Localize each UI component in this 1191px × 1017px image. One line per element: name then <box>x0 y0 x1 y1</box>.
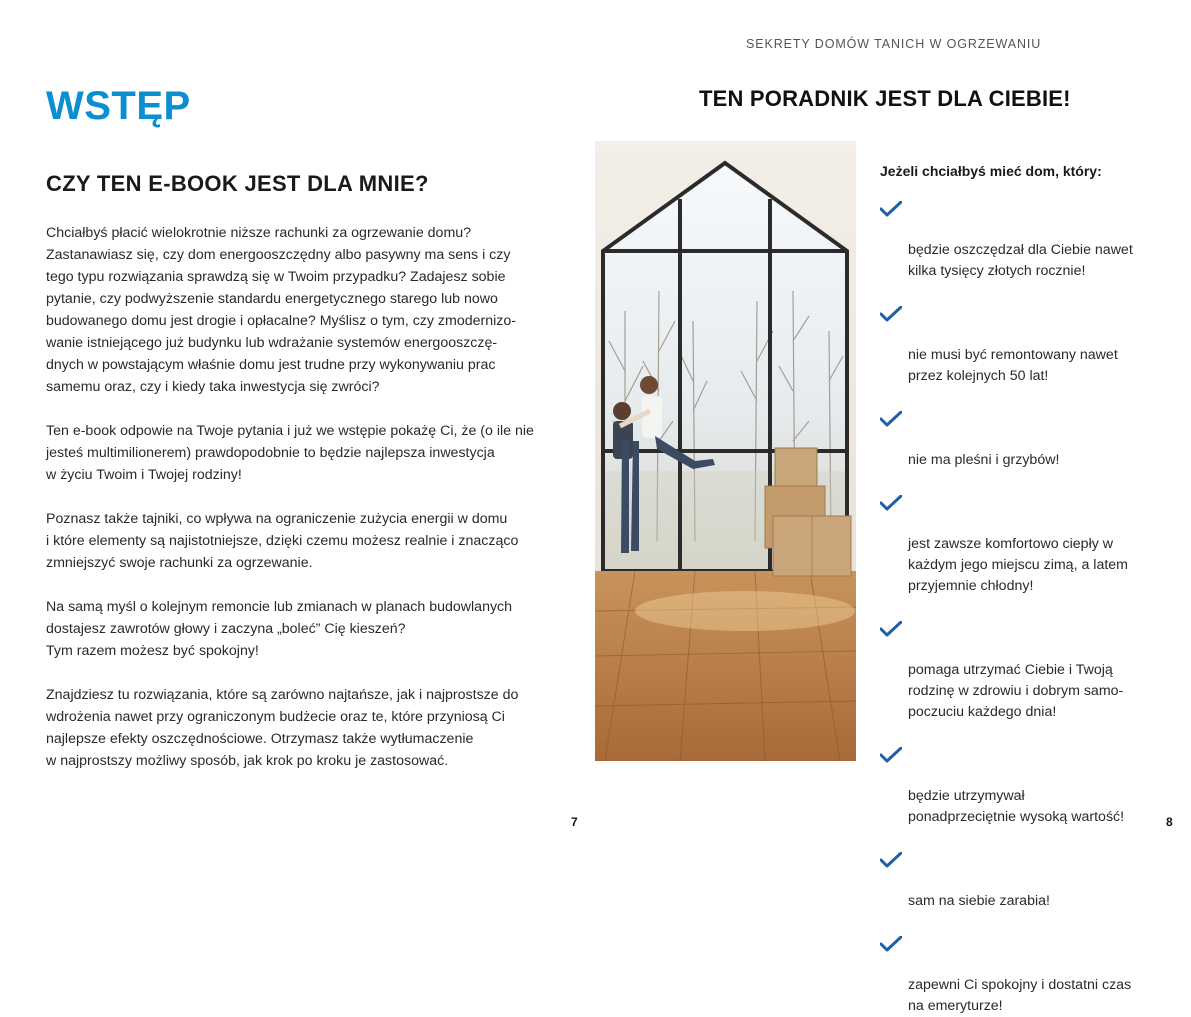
right-heading: TEN PORADNIK JEST DLA CIEBIE! <box>699 86 1071 111</box>
intro-body <box>46 222 566 794</box>
paragraph: Ten e-book odpowie na Twoje pytania i już we wstępie pokażę Ci, że (o ile nie jesteś multimilionerem) prawdopodobnie to będzie najlepsza inwestycja w życiu Twoim i Twojej rodziny! <box>46 423 534 483</box>
checkmark-icon <box>880 747 902 763</box>
checklist-item-text: zapewni Ci spokojny i dostatni czas na emeryturze! <box>908 977 1132 1014</box>
section-title: WSTĘP <box>46 84 191 128</box>
checkmark-icon <box>880 621 902 637</box>
page-number-right: 8 <box>1166 815 1173 829</box>
checklist-item-text: będzie utrzymywał ponadprzeciętnie wysoką wartość! <box>908 788 1125 825</box>
checklist-item <box>880 933 1155 1017</box>
running-header: SEKRETY DOMÓW TANICH W OGRZEWANIU <box>746 37 1042 51</box>
checkmark-icon <box>880 306 902 322</box>
page-number-left: 7 <box>571 815 578 829</box>
checklist-item-text: nie musi być remontowany nawet przez kolejnych 50 lat! <box>908 347 1118 384</box>
paragraph: Na samą myśl o kolejnym remoncie lub zmianach w planach budowlanych dostajesz zawrotów głowy i zaczyna „boleć” Cię kieszeń? Tym razem możesz być spokojny! <box>46 599 513 659</box>
checklist-title: Jeżeli chciałbyś mieć dom, który: <box>880 163 1102 179</box>
paragraph: Chciałbyś płacić wielokrotnie niższe rachunki za ogrzewanie domu? Zastanawiasz się, czy dom energooszczędny albo pasywny ma sens i czy tego typu rozwiązania sprawdzą się w Twoim przypadku? Zadajesz sobie pytanie, czy podwyższenie standardu energetycznego starego lub nowo budowanego domu jest drogie i opłacalne? Myślisz o tym, czy zmodernizo- wanie istniejącego już budynku lub wdrażanie systemów energooszczę- dnych w powstającym właśnie domu jest trudne przy wykonywaniu prac samemu oraz, czy i kiedy taka inwestycja się zwróci? <box>46 225 516 395</box>
benefits-checklist <box>880 198 1155 1017</box>
left-heading: CZY TEN E-BOOK JEST DLA MNIE? <box>46 171 429 196</box>
checklist-item-text: będzie oszczędzał dla Ciebie nawet kilka tysięcy złotych rocznie! <box>908 242 1133 279</box>
checkmark-icon <box>880 852 902 868</box>
paragraph: Poznasz także tajniki, co wpływa na ograniczenie zużycia energii w domu i które elementy są najistotniejsze, dzięki czemu możesz realnie i znacząco zmniejszyć swoje rachunki za ogrzewanie. <box>46 511 519 571</box>
checklist-item-text: jest zawsze komfortowo ciepły w każdym jego miejscu zimą, a latem przyjemnie chłodny! <box>908 536 1128 594</box>
checklist-item <box>880 744 1155 828</box>
checklist-item <box>880 618 1155 723</box>
checkmark-icon <box>880 201 902 217</box>
checkmark-icon <box>880 936 902 952</box>
checklist-item <box>880 849 1155 912</box>
checklist-item <box>880 303 1155 387</box>
couple-photo <box>595 141 856 761</box>
checkmark-icon <box>880 411 902 427</box>
checklist-item-text: sam na siebie zarabia! <box>908 893 1050 909</box>
checklist-item <box>880 198 1155 282</box>
paragraph: Znajdziesz tu rozwiązania, które są zarówno najtańsze, jak i najprostsze do wdrożenia nawet przy ograniczonym budżecie oraz te, które przyniosą Ci najlepsze efekty oszczędnościowe. Otrzymasz także wytłumaczenie w najprostszy możliwy sposób, jak krok po kroku je zastosować. <box>46 687 519 769</box>
checklist-item <box>880 492 1155 597</box>
checklist-item <box>880 408 1155 471</box>
checklist-item-text: nie ma pleśni i grzybów! <box>908 452 1060 468</box>
checkmark-icon <box>880 495 902 511</box>
checklist-item-text: pomaga utrzymać Ciebie i Twoją rodzinę w zdrowiu i dobrym samo- poczuciu każdego dnia! <box>908 662 1124 720</box>
